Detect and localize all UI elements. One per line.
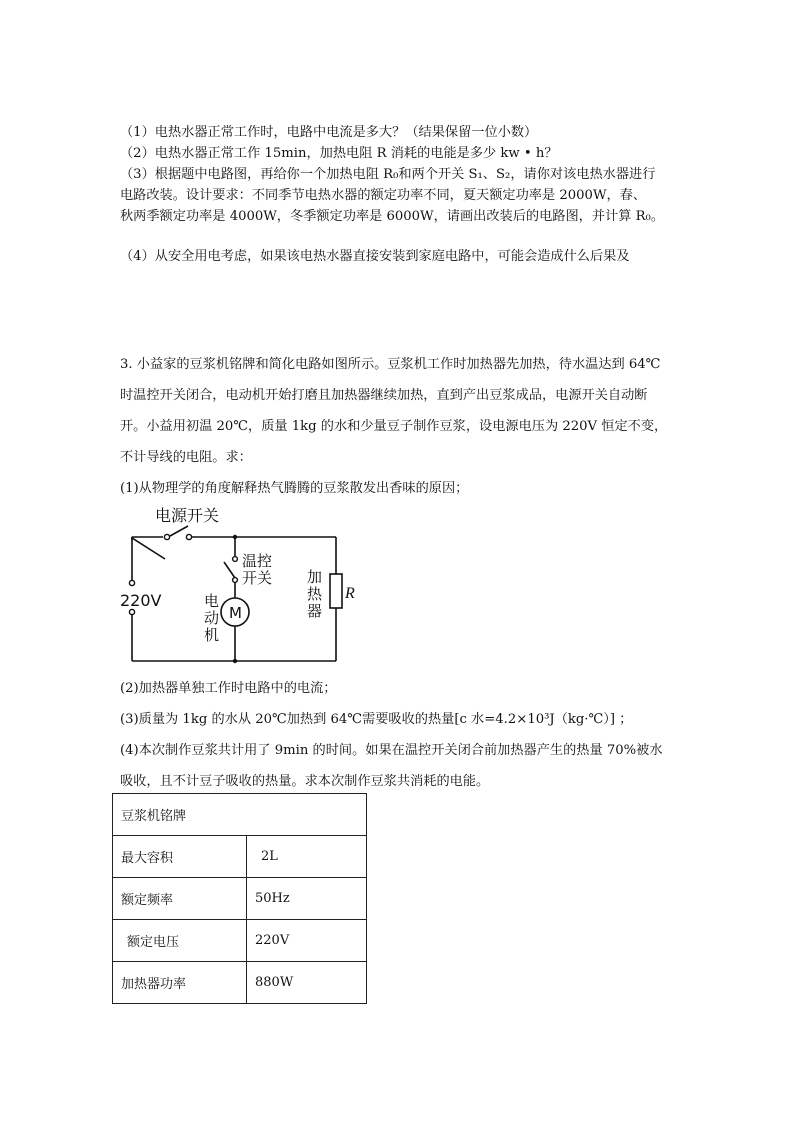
problem-3-line-4: 不计导线的电阻。求： bbox=[120, 450, 252, 465]
row-value: 2L bbox=[247, 836, 367, 878]
power-switch-label: 电源开关 bbox=[155, 506, 220, 525]
problem-3-question-4-line-1: (4)本次制作豆浆共计用了 9min 的时间。如果在温控开关闭合前加热器产生的热量 70%被水 bbox=[120, 743, 663, 758]
question-3-line-2: 电路改装。设计要求：不同季节电热水器的额定功率不同，夏天额定功率是 2000W，春、 bbox=[120, 188, 647, 203]
table-row bbox=[113, 878, 367, 920]
table-row bbox=[113, 836, 367, 878]
motor-label-3: 机 bbox=[204, 626, 220, 644]
question-2: （2）电热水器正常工作 15min，加热电阻 R 消耗的电能是多少 kw • h？ bbox=[120, 146, 558, 161]
row-label: 最大容积 bbox=[113, 836, 247, 878]
row-value: 50Hz bbox=[247, 878, 367, 920]
motor-label-1: 电 bbox=[204, 592, 220, 610]
resistor-label: R bbox=[345, 585, 355, 602]
question-3-line-3: 秋两季额定功率是 4000W，冬季额定功率是 6000W，请画出改装后的电路图，并计算 R₀。 bbox=[120, 209, 665, 224]
circuit-diagram bbox=[120, 500, 360, 672]
problem-3-line-3: 开。小益用初温 20℃，质量 1kg 的水和少量豆子制作豆浆，设电源电压为 220V 恒定不变， bbox=[120, 419, 668, 434]
wire-top-left bbox=[132, 538, 165, 559]
motor-symbol: M bbox=[229, 604, 242, 622]
heater-label-2: 热 bbox=[307, 585, 323, 603]
problem-3-question-1: (1)从物理学的角度解释热气腾腾的豆浆散发出香味的原因； bbox=[120, 481, 469, 496]
problem-3-line-1: 3. 小益家的豆浆机铭牌和简化电路如图所示。豆浆机工作时加热器先加热，待水温达到 64℃ bbox=[120, 357, 661, 372]
row-label: 额定频率 bbox=[113, 878, 247, 920]
row-value: 220V bbox=[247, 920, 367, 962]
question-4: （4）从安全用电考虑，如果该电热水器直接安装到家庭电路中，可能会造成什么后果及 bbox=[120, 249, 630, 264]
temp-switch-label-2: 开关 bbox=[242, 569, 273, 587]
table-row bbox=[113, 920, 367, 962]
nameplate-title: 豆浆机铭牌 bbox=[113, 794, 367, 836]
problem-3-question-3: (3)质量为 1kg 的水从 20℃加热到 64℃需要吸收的热量[c 水=4.2×10³J（kg·℃）] ； bbox=[120, 712, 633, 727]
temp-switch-blade bbox=[224, 562, 235, 578]
heater-label-3: 器 bbox=[307, 602, 323, 620]
power-switch-blade bbox=[170, 526, 188, 536]
question-1: （1）电热水器正常工作时，电路中电流是多大？（结果保留一位小数） bbox=[120, 125, 538, 140]
motor-label-2: 动 bbox=[204, 609, 220, 627]
voltage-label: 220V bbox=[120, 591, 162, 610]
temp-switch-label-1: 温控 bbox=[242, 552, 273, 570]
problem-3-question-2: (2)加热器单独工作时电路中的电流； bbox=[120, 681, 337, 696]
row-label: 加热器功率 bbox=[113, 962, 247, 1004]
heater-resistor bbox=[330, 574, 342, 608]
table-row bbox=[113, 962, 367, 1004]
table-row bbox=[113, 794, 367, 836]
question-3-line-1: （3）根据题中电路图，再给你一个加热电阻 R₀和两个开关 S₁、S₂，请你对该电热水器进行 bbox=[120, 167, 656, 182]
problem-3-question-4-line-2: 吸收，且不计豆子吸收的热量。求本次制作豆浆共消耗的电能。 bbox=[120, 774, 490, 789]
nameplate-table bbox=[112, 793, 367, 1004]
row-value: 880W bbox=[247, 962, 367, 1004]
problem-3-line-2: 时温控开关闭合，电动机开始打磨且加热器继续加热，直到产出豆浆成品，电源开关自动断 bbox=[120, 388, 648, 403]
row-label: 额定电压 bbox=[113, 920, 247, 962]
heater-label-1: 加 bbox=[307, 568, 323, 586]
